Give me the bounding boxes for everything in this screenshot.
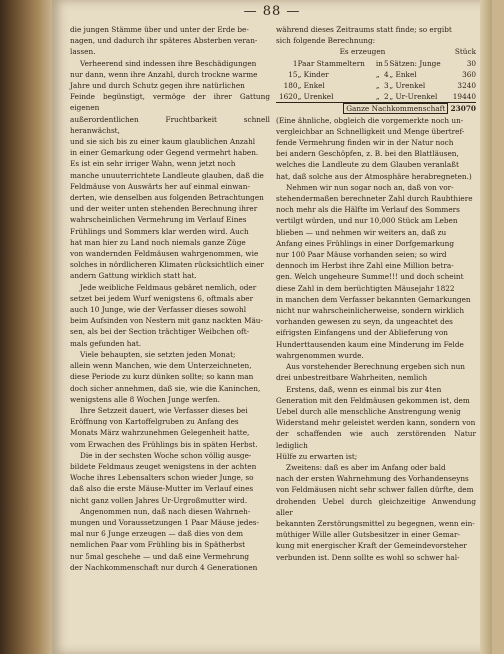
table-cell-what: „ Kinder [297,69,329,79]
text-line: Jede weibliche Feldmaus gebäret nemlich, oder [80,282,257,292]
text-line: Monats März wahrzunehmen Gelegenheit hatte, [70,428,250,438]
text-line: welches die Landleute zu dem Glauben veranlaßt [276,160,459,170]
table-header-row [276,46,476,57]
text-line: dennoch im Herbst ihre Zahl eine Million betra- [276,261,454,271]
text-line: kung mit energischer Kraft der Gemeindevorsteher [276,541,467,551]
text-line: Feldmäuse von Auswärts her auf einmal einwan- [70,181,250,191]
table-cell-what: „ Urenkel [297,92,334,102]
table-total-row [276,103,476,115]
text-line: nicht ganz vollen Jahres Ur-Urgroßmutter wird. [70,495,248,505]
table-cell-in: in [375,58,383,68]
text-line: mals gefunden hat. [70,338,142,348]
text-line: manche unuuterrichtete Landleute glauben, daß die [70,170,264,180]
table-cell-in: „ [375,81,380,91]
text-line: Verheerend sind indessen ihre Beschädigungen [80,58,257,68]
text-line: lassen. [70,47,96,57]
text-line: und sie sich bis zu einer kaum glaublichen Anzahl [70,137,256,147]
table-cell-in: „ [375,92,380,102]
text-line: Jahre und durch Schutz gegen ihre natürlichen [70,81,245,91]
right-column [276,24,476,563]
text-line: Eröffnung von Kartoffelgruben zu Anfang des [70,417,239,427]
table-cell-num: 3 [384,81,389,91]
table-cell-value: 19440 [452,92,476,102]
text-line: Angenommen nun, daß nach diesen Wahrneh- [80,506,251,516]
text-line: bei andern Geschöpfen, z. B. bei den Blattläusen, [276,149,459,159]
text-line: allein wenn Manchen, wie dem Unterzeichneten, [70,361,252,371]
text-line: nemlichen Paar vom Frühling bis in Spätherbst [70,540,246,550]
text-line: (Eine ähnliche, obgleich die vorgemerkte noch un- [276,115,464,125]
table-cell-value: 30 [466,58,476,68]
table-cell-num: 4 [384,69,389,79]
text-line: beim Aufsinden von Nestern mit ganz nackten Mäu- [70,316,263,326]
text-line: Zweitens: daß es aber im Anfang oder bald [286,462,446,472]
text-line: drohenden Uebel durch gleichzeitige Anwendung aller [276,496,476,517]
text-line: außerordentlichen Fruchtbarkeit schnell heranwächst, [70,114,270,135]
text-line: wahrgenommen wurde. [276,350,364,360]
text-line: verbunden ist. Denn sollte es wohl so schwer hal- [276,552,460,562]
table-cell-value: 3240 [457,81,476,91]
text-line: während dieses Zeitraums statt finde; so ergibt [276,25,452,34]
text-line: hat, daß solche aus der Atmosphäre herabregneten.) [276,171,472,181]
table-cell-what: „ Enkel [297,81,325,91]
text-line: der schaffenden wie auch zerstörenden Natur lediglich [276,429,476,450]
text-line: drei unbestreitbare Wahrheiten, nemlich [276,373,428,383]
text-line: in manchen dem Verfasser bekannten Gemarkungen [276,294,471,304]
table-header-right: Stück [454,47,476,57]
text-line: setzet bei jedem Wurf wenigstens 6, oftmals aber [70,293,254,303]
text-line: Nehmen wir nun sogar noch an, daß von vor- [286,182,454,192]
text-line: von Feldmäusen nicht sehr schwer fallen dürfte, dem [276,485,474,495]
text-line: Aus vorstehender Berechnung ergeben sich nun [286,362,465,372]
text-line: Uebel durch alle menschliche Anstrengung wenig [276,406,461,416]
text-line: blieben — und nehmen wir weiters an, daß zu [276,227,447,237]
text-line: nagen, und dadurch ihr späteres Absterben veran- [70,36,258,46]
text-line: diese Periode zu kurz dünken sollte; so kann man [70,372,254,382]
text-line: Erstens, daß, wenn es einmal bis zur 4ten [286,384,442,394]
text-line: in einer Gemarkung oder Gegend vermehrt haben. [70,148,259,158]
table-cell-what: Paar Stammeltern [297,58,365,68]
text-line: Es ist ein sehr irriger Wahn, wenn jetzt noch [70,159,236,169]
text-line: und der weiter unten stehenden Berechnung ihrer [70,204,258,214]
table-row [276,69,476,80]
text-line: sen, als bei der Section trächtiger Weibchen oft- [70,327,250,337]
text-line: Ihre Setzzeit dauert, wie Verfasser dieses bei [80,405,248,415]
text-line: fende Vermehrung finden wir in der Natur noch [276,138,454,148]
text-line: sich folgende Berechnung: [276,36,376,46]
text-line: daß also die erste Mäuse-Mutter im Verlauf eines [70,484,254,494]
text-line: doch sicher annehmen, daß sie, wie die Kaninchen, [70,383,261,393]
table-cell-sub: „ Urenkel [389,81,426,91]
left-column [70,24,270,573]
book-gutter [0,0,52,654]
text-line: vorhanden gewesen zu seyn, da ungeachtet des [276,317,453,327]
text-line: Feinde begünstigt, vermöge der ihrer Gattung eigenen [70,92,270,113]
text-line: Woche ihres Lebensalters schon wieder Junge, so [70,473,254,483]
text-line: mal nur 6 Junge erzeugen — daß dies von dem [70,529,244,539]
text-line: Generation mit den Feldmäusen gekommen ist, dem [276,395,470,405]
text-line: wenigstens alle 8 Wochen Junge werfen. [70,394,220,404]
text-line: gen. Welch ungeheure Summe!!! und doch scheint [276,272,464,282]
text-line: Anfang eines Frühlings in einer Dorfgemarkung [276,238,454,248]
text-line: Frühlings und Sommers klar werden wird. Auch [70,226,249,236]
text-line: eifrigsten Einfangens und der Ablieferung von [276,328,448,338]
text-line: mungen und Voraussetzungen 1 Paar Mäuse jedes- [70,517,259,527]
total-value: 23070 [450,104,476,114]
text-line: wahrscheinlichen Vermehrung im Verlauf Eines [70,215,247,225]
text-line: stehendermaßen berechneter Zahl durch Raubthiere [276,194,473,204]
text-line: der Nachkommenschaft nur durch 4 Generationen [70,562,258,572]
text-line: bekannten Zerstörungsmittel zu begegnen, wenn ein- [276,518,475,528]
total-label: Ganze Nachkommenschaft [343,103,448,114]
text-line: vom Erwachen des Frühlings bis in späten Herbst. [70,439,258,449]
text-line: nach der ersten Wahrnehmung des Vorhandenseyns [276,474,469,484]
table-cell-num: 2 [384,92,389,102]
table-cell-in: „ [375,69,380,79]
text-line: vertilgt würden, und nur 10,000 Stück am Leben [276,216,458,226]
text-line: nur 100 Paar Mäuse vorhanden seien; so wird [276,250,447,260]
table-cell-count: 180 [283,81,298,91]
text-line: Widerstand mehr geleistet werden kann, sondern von [276,418,476,428]
table-row [276,91,476,103]
table-row [276,80,476,91]
text-line: nur 5mal geschehe — und daß eine Vermehrung [70,551,250,561]
text-line: nicht nur wahrscheinlicherweise, sondern wirklich [276,306,465,316]
table-cell-count: 15 [288,69,298,79]
table-cell-sub: Sätzen: Junge [389,58,441,68]
text-line: noch mehr als die Hälfte im Verlauf des Sommers [276,205,460,215]
text-line: müthiger Wille aller Gutsbesitzer in einer Gemar- [276,530,460,540]
text-line: bildete Feldmaus zeuget wenigstens in der achten [70,461,257,471]
book-page [52,0,492,654]
text-line: vergleichbar an Schnelligkeit und Menge übertref- [276,126,465,136]
text-line: die jungen Stämme über und unter der Erde be- [70,25,249,34]
text-line: von wandernden Feldmäusen wahrgenommen, wie [70,249,259,259]
table-cell-num: 5 [384,58,389,68]
page-edge [480,0,492,654]
text-line: Viele behaupten, sie setzten jeden Monat; [80,349,236,359]
text-line: solches in nördlicheren Klimaten rücksichtlich einer [70,260,264,270]
text-line: nur dann, wenn ihre Anzahl, durch trockne warme [70,69,258,79]
table-cell-value: 360 [462,69,476,79]
table-cell-sub: „ Enkel [389,69,417,79]
table-cell-count: 1 [292,58,298,68]
text-line: Die in der sechsten Woche schon völlig ausge- [80,450,252,460]
table-header-left: Es erzeugen [339,47,386,57]
table-row [276,58,476,69]
table-cell-count: 1620 [279,92,298,102]
table-cell-sub: „ Ur-Urenkel [389,92,438,102]
generation-table [276,46,476,114]
text-line: auch 10 Junge, wie der Verfasser dieses sowohl [70,305,247,315]
text-line: andern Gattung wirklich statt hat. [70,271,197,281]
text-line: diese Zahl in dem berüchtigten Mäusejahr 1822 [276,283,455,293]
text-line: hat man hier zu Land noch niemals ganze Züge [70,237,246,247]
table-total [276,103,476,115]
text-line: Hülfe zu erwarten ist; [276,451,358,461]
text-line: Hunderttausenden kaum eine Minderung im Felde [276,339,464,349]
page-number: — 88 — [243,4,301,19]
text-line: derten, wie denselben aus folgenden Betrachtungen [70,193,264,203]
